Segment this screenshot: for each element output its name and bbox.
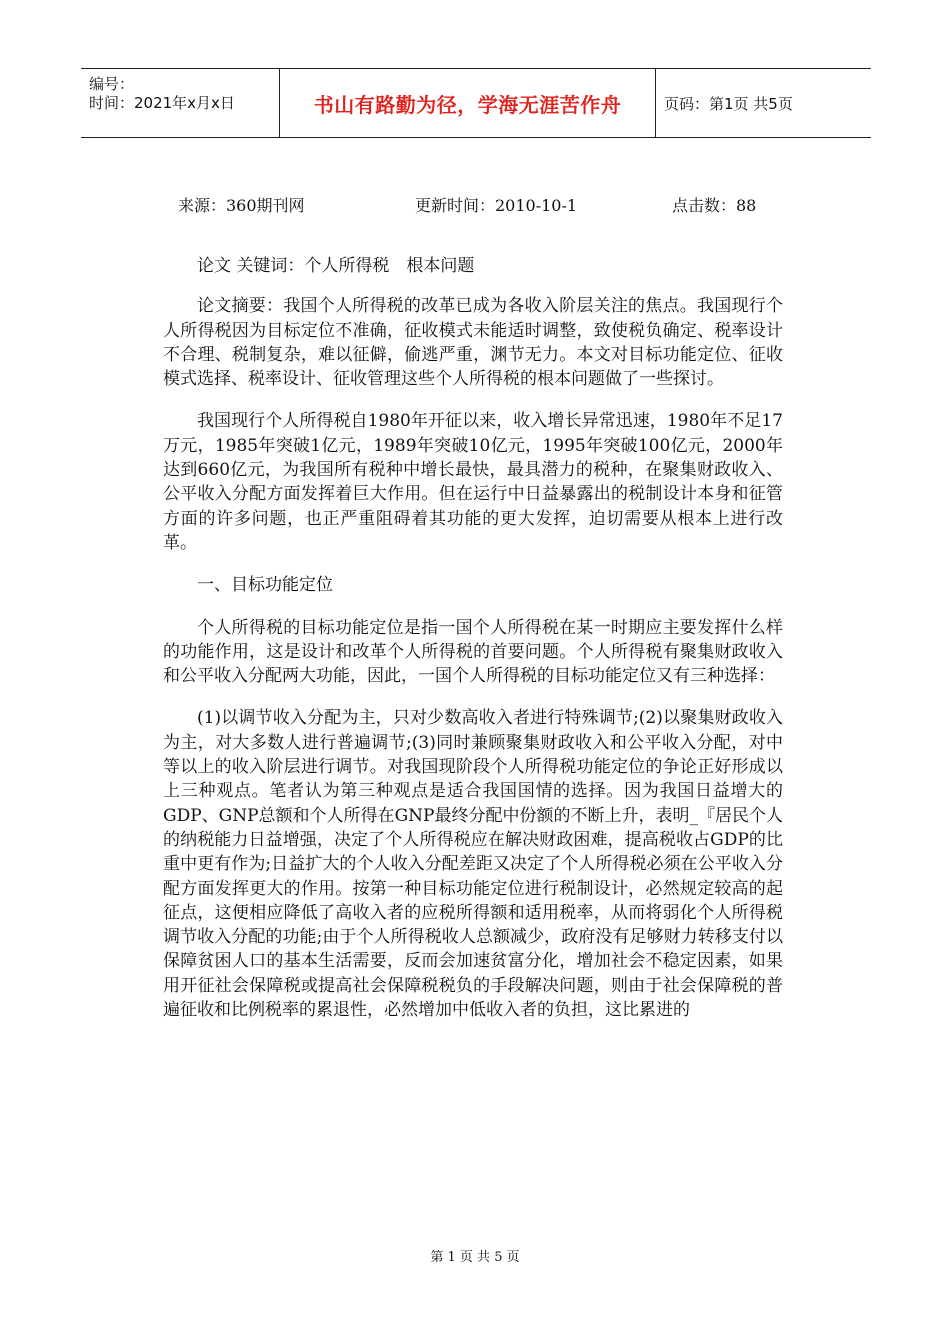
page-footer: 第 1 页 共 5 页 — [430, 1250, 520, 1265]
article-keywords: 论文 关键词：个人所得税 根本问题 — [197, 256, 475, 276]
header-motto: 书山有路勤为径，学海无涯苦作舟 — [313, 92, 622, 117]
section-heading: 一、目标功能定位 — [197, 575, 333, 596]
article-paragraph: (1)以调节收入分配为主，只对少数高收入者进行特殊调节;(2)以聚集财政收入为主，对大多数人进行普遍调节;(3)同时兼顾聚集财政收入和公平收入分配，对中等以上的收入阶层进行调节。对我国现阶段个人所得税功能定位的争论正好形成以上三种观点。笔者认为第三种观点是适合我国国情的选择。因为我国日益增大的GDP、GNP总额和个人所得在GNP最终分配中份额的不断上升，表明_『居民个人的纳税能力日益增强，决定了个人所得税应在解决财政困难，提高税收占GDP的比重中更有作为;日益扩大的个人收入分配差距又决定了个人所得税必须在公平收入分配方面发挥更大的作用。按第一种目标功能定位进行税制设计，必然规定较高的起征点，这便相应降低了高收入者的应税所得额和适用税率，从而将弱化个人所得税调节收入分配的功能;由于个人所得税收人总额减少，政府没有足够财力转移支付以保障贫困人口的基本生活需要，反而会加速贫富分化，增加社会不稳定因素，如果用开征社会保障税或提高社会保障税税负的手段解决问题，则由于社会保障税的普遍征收和比例税率的累退性，必然增加中低收入者的负担，这比累进的 — [163, 708, 783, 1021]
document-date: 时间：2021年x月x日 — [89, 94, 235, 112]
page-header — [81, 68, 871, 138]
article-click-count: 点击数：88 — [672, 196, 757, 215]
article-abstract: 论文摘要：我国个人所得税的改革已成为各收入阶层关注的焦点。我国现行个人所得税因为目标定位不准确，征收模式未能适时调整，致使税负确定、税率设计不合理、税制复杂，难以征僻，偷逃严重，渊节无力。本文对目标功能定位、征收模式选择、税率设计、征收管理这些个人所得税的根本问题做了一些探讨。 — [163, 296, 783, 390]
article-paragraph: 个人所得税的目标功能定位是指一国个人所得税在某一时期应主要发挥什么样的功能作用，这是设计和改革个人所得税的首要问题。个人所得税有聚集财政收入和公平收入分配两大功能，因此，一国个人所得税的目标功能定位又有三种选择： — [163, 617, 783, 687]
header-divider-right — [655, 69, 656, 137]
article-updated-time: 更新时间：2010-10-1 — [415, 196, 578, 215]
header-info-cell — [81, 69, 279, 137]
article-body — [163, 254, 783, 1040]
header-page-info: 页码：第1页 共5页 — [664, 94, 793, 113]
article-paragraph: 我国现行个人所得税自1980年开征以来，收入增长异常迅速，1980年不足17万元，1985年突破1亿元，1989年突破10亿元，1995年突破100亿元，2000年达到660亿元，为我国所有税种中增长最快，最具潜力的税种，在聚集财政收入、公平收入分配方面发挥着巨大作用。但在运行中日益暴露出的税制设计本身和征管方面的许多问题，也正严重阻碍着其功能的更大发挥，迫切需要从根本上进行改革。 — [163, 411, 783, 553]
document-number-label: 编号： — [89, 75, 135, 93]
article-source: 来源：360期刊网 — [178, 196, 305, 215]
